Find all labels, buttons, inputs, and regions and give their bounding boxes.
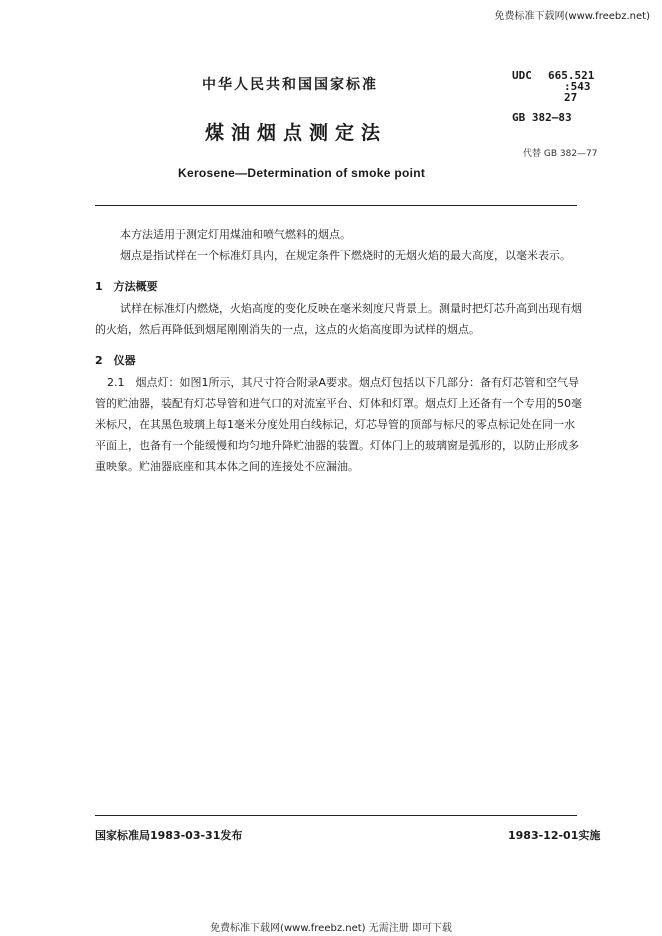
issued-date: 国家标准局1983-03-31发布	[95, 829, 243, 842]
gb-number: GB 382—83	[512, 111, 572, 124]
udc-line-3: 27	[564, 91, 578, 104]
header-divider	[95, 205, 577, 206]
intro-line-1: 本方法适用于测定灯用煤油和喷气燃料的烟点。	[120, 228, 351, 241]
udc-line-2: :543	[564, 80, 591, 93]
udc-line-1: 665.521	[548, 69, 595, 82]
section-2-line-5: 重映象。贮油器底座和其本体之间的连接处不应漏油。	[95, 460, 359, 473]
watermark-bottom: 免费标准下载网(www.freebz.net) 无需注册 即可下载	[210, 923, 452, 934]
section-2-line-4: 平面上，也备有一个能缓慢和均匀地升降贮油器的装置。灯体门上的玻璃窗是弧形的，以防止形成多	[95, 439, 579, 452]
standard-name: 中华人民共和国国家标准	[202, 77, 378, 93]
section-2-heading: 2 仪器	[95, 354, 136, 367]
section-1-line-1: 试样在标准灯内燃烧，火焰高度的变化反映在毫米刻度尺背景上。测量时把灯芯升高到出现有烟	[120, 302, 582, 315]
watermark-top: 免费标准下载网(www.freebz.net)	[494, 11, 650, 22]
intro-line-2: 烟点是指试样在一个标准灯具内，在规定条件下燃烧时的无烟火焰的最大高度，以毫米表示。	[120, 249, 571, 262]
footer-divider	[95, 815, 577, 816]
udc-classification	[512, 70, 594, 103]
section-2-line-1: 2.1 烟点灯：如图1所示，其尺寸符合附录A要求。烟点灯包括以下几部分：备有灯芯管和空气导	[107, 376, 580, 389]
effective-date: 1983-12-01实施	[508, 829, 601, 842]
section-2-line-2: 管的贮油器，装配有灯芯导管和进气口的对流室平台、灯体和灯罩。烟点灯上还备有一个专用的50毫	[95, 397, 582, 410]
replaces-note: 代替 GB 382—77	[523, 149, 598, 159]
document-title: 煤油烟点测定法	[205, 122, 388, 144]
document-title-english: Kerosene—Determination of smoke point	[178, 166, 426, 180]
section-2-line-3: 米标尺，在其黑色玻璃上每1毫米分度处用白线标记，灯芯导管的顶部与标尺的零点标记处在同一水	[95, 418, 575, 431]
section-1-line-2: 的火焰，然后再降低到烟尾刚刚消失的一点，这点的火焰高度即为试样的烟点。	[95, 323, 480, 336]
section-1-heading: 1 方法概要	[95, 280, 158, 293]
udc-label: UDC	[512, 69, 532, 82]
